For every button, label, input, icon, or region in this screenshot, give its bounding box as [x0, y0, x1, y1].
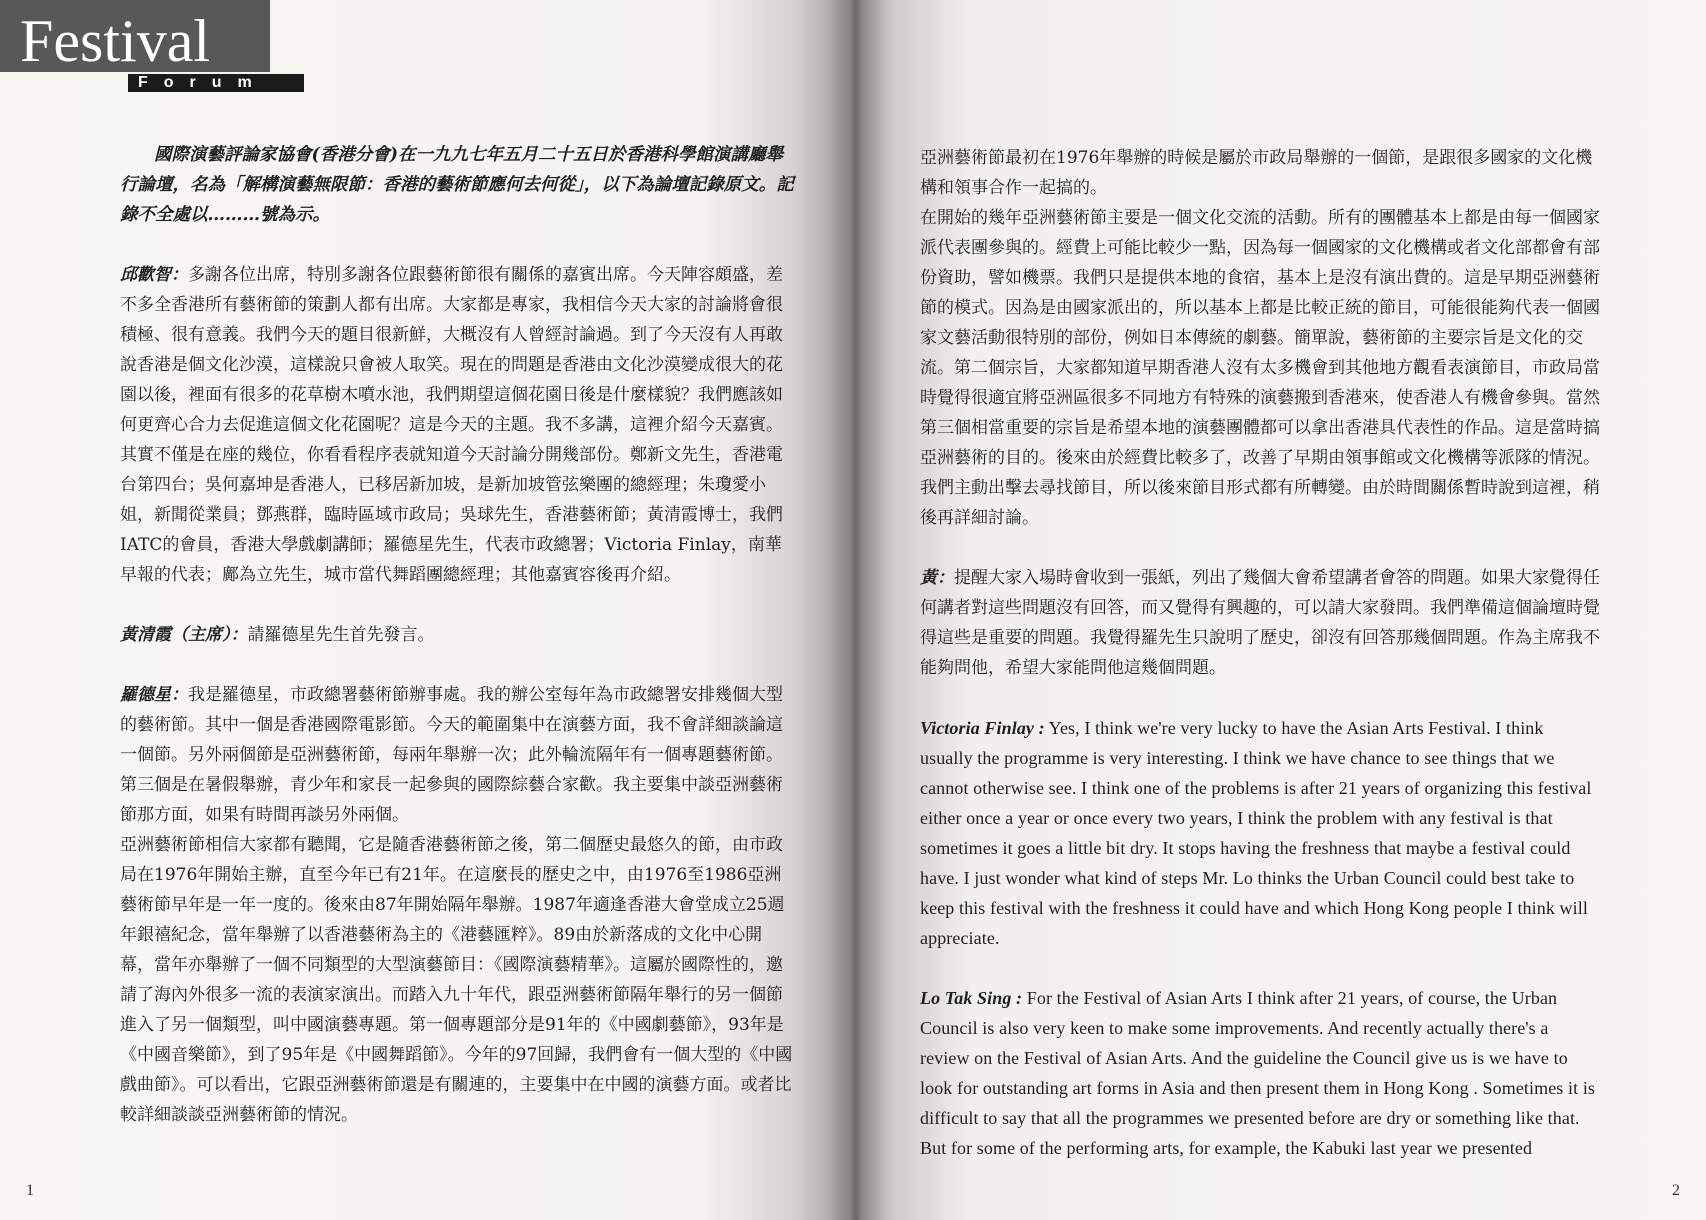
- speech-text: 多謝各位出席，特別多謝各位跟藝術節很有關係的嘉賓出席。今天陣容頗盛，差不多全香港所有藝術節的策劃人都有出席。大家都是專家，我相信今天大家的討論將會很積極、很有意義。我們今天的題目很新鮮，大概沒有人曾經討論過。到了今天沒有人再敢說香港是個文化沙漠，這樣說只會被人取笑。現在的問題是香港由文化沙漠變成很大的花園以後，裡面有很多的花草樹木噴水池，我們期望這個花園日後是什麼樣貌？我們應該如何更齊心合力去促進這個文化花園呢？這是今天的主題。我不多講，這裡介紹今天嘉賓。其實不僅是在座的幾位，你看看程序表就知道今天討論分開幾部份。鄭新文先生，香港電台第四台；吳何嘉坤是香港人，已移居新加坡，是新加坡管弦樂團的總經理；朱瓊愛小姐，新聞從業員；鄧燕群，臨時區域市政局；吳球先生，香港藝術節；黃清霞博士，我們IATC的會員，香港大學戲劇講師；羅德星先生，代表市政總署；Victoria Finlay，南華早報的代表；鄺為立先生，城市當代舞蹈團總經理；其他嘉賓容後再介紹。: [120, 265, 783, 585]
- speech-text: 請羅德星先生首先發言。: [247, 625, 435, 645]
- speech-continuation: 亞洲藝術節相信大家都有聽聞，它是隨香港藝術節之後，第二個歷史最悠久的節，由市政局在1976年開始主辦，直至今年已有21年。在這麼長的歷史之中，由1976至1986亞洲藝術節早年是一年一度的。後來由87年開始隔年舉辦。1987年適逢香港大會堂成立25週年銀禧紀念，當年舉辦了以香港藝術為主的《港藝匯粹》。89由於新落成的文化中心開幕，當年亦舉辦了一個不同類型的大型演藝節目：《國際演藝精華》。這屬於國際性的，邀請了海內外很多一流的表演家演出。而踏入九十年代，跟亞洲藝術節隔年舉行的另一個節進入了另一個類型，叫中國演藝專題。第一個專題部分是91年的《中國劇藝節》，93年是《中國音樂節》，到了95年是《中國舞蹈節》。今年的97回歸，我們會有一個大型的《中國戲曲節》。可以看出，它跟亞洲藝術節還是有關連的，主要集中在中國的演藝方面。或者比較詳細談談亞洲藝術節的情況。: [120, 835, 793, 1125]
- page-number-left: 1: [26, 1182, 34, 1199]
- paragraph: 亞洲藝術節最初在1976年舉辦的時候是屬於市政局舉辦的一個節，是跟很多國家的文化機構和領事合作一起搞的。: [920, 148, 1593, 198]
- speech-text: Yes, I think we're very lucky to have the Asian Arts Festival. I think usually the programme is very interesting. I think we have chance to see things that we cannot otherwise see. I think one of the problems is after 21 years of organizing this festival either once a year or once every two years, I think the problem with any festival is that sometimes it goes a little bit dry. It stops having the freshness that maybe a festival could have. I just wonder what kind of steps Mr. Lo thinks the Urban Council could best take to keep this festival with the freshness it could have and which Hong Kong people I think will appreciate.: [920, 718, 1592, 948]
- speaker-name: 邱歡智：: [120, 265, 188, 285]
- speaker-name: Victoria Finlay :: [920, 718, 1045, 738]
- masthead-title: Festival: [20, 8, 210, 74]
- speech-block: [920, 713, 1600, 953]
- speech-text: 我是羅德星，市政總署藝術節辦事處。我的辦公室每年為市政總署安排幾個大型的藝術節。其中一個是香港國際電影節。今天的範圍集中在演藝方面，我不會詳細談論這一個節。另外兩個節是亞洲藝術節，每兩年舉辦一次；此外輪流隔年有一個專題藝術節。第三個是在暑假舉辦，青少年和家長一起參與的國際綜藝合家歡。我主要集中談亞洲藝術節那方面，如果有時間再談另外兩個。: [120, 685, 783, 825]
- speaker-name: Lo Tak Sing :: [920, 988, 1023, 1008]
- speaker-name: 黃清霞（主席）：: [120, 625, 248, 645]
- left-page: [0, 0, 852, 1220]
- masthead-block: [0, 0, 270, 72]
- masthead-subtitle: Forum: [138, 74, 268, 91]
- speech-text: For the Festival of Asian Arts I think after 21 years, of course, the Urban Council is also very keen to make some improvements. And recently actually there's a review on the Festival of Asian Arts. And the guideline the Council give us is we have to look for outstanding art forms in Asia and then present them in Hong Kong . Sometimes it is difficult to say that all the programmes we presented before are dry or something like that. But for some of the performing arts, for example, the Kabuki last year we presented: [920, 988, 1596, 1158]
- speech-block: [920, 983, 1600, 1163]
- speech-block: [920, 563, 1600, 683]
- speaker-name: 羅德星：: [120, 685, 188, 705]
- speech-block: [120, 620, 796, 650]
- paragraph: 在開始的幾年亞洲藝術節主要是一個文化交流的活動。所有的團體基本上都是由每一個國家派代表團參與的。經費上可能比較少一點，因為每一個國家的文化機構或者文化部都會有部份資助，譬如機票。我們只是提供本地的食宿，基本上是沒有演出費的。這是早期亞洲藝術節的模式。因為是由國家派出的，所以基本上都是比較正統的節目，可能很能夠代表一個國家文藝活動很特別的部份，例如日本傳統的劇藝。簡單說，藝術節的主要宗旨是文化的交流。第二個宗旨，大家都知道早期香港人沒有太多機會到其他地方觀看表演節目，市政局當時覺得很適宜將亞洲區很多不同地方有特殊的演藝搬到香港來，使香港人有機會參與。當然第三個相當重要的宗旨是希望本地的演藝團體都可以拿出香港具代表性的作品。這是當時搞亞洲藝術的目的。後來由於經費比較多了，改善了早期由領事館或文化機構等派隊的情況。我們主動出擊去尋找節目，所以後來節目形式都有所轉變。由於時間關係暫時說到這裡，稍後再詳細討論。: [920, 208, 1600, 528]
- right-text-column: [920, 143, 1600, 1163]
- speech-block: [120, 260, 796, 590]
- speech-text: 提醒大家入場時會收到一張紙，列出了幾個大會希望講者會答的問題。如果大家覺得任何講者對這些問題沒有回答，而又覺得有興趣的，可以請大家發問。我們準備這個論壇時覺得這些是重要的問題。我覺得羅先生只說明了歷史，卻沒有回答那幾個問題。作為主席我不能夠問他，希望大家能問他這幾個問題。: [920, 568, 1600, 678]
- left-text-column: [120, 140, 796, 1130]
- intro-paragraph: 國際演藝評論家協會(香港分會)在一九九七年五月二十五日於香港科學館演講廳舉行論壇，名為「解構演藝無限節：香港的藝術節應何去何從」，以下為論壇記錄原文。記錄不全處以………號為示。: [120, 145, 794, 225]
- page-number-right: 2: [1672, 1182, 1680, 1199]
- speech-block: [120, 680, 796, 830]
- speaker-name: 黃：: [920, 568, 954, 588]
